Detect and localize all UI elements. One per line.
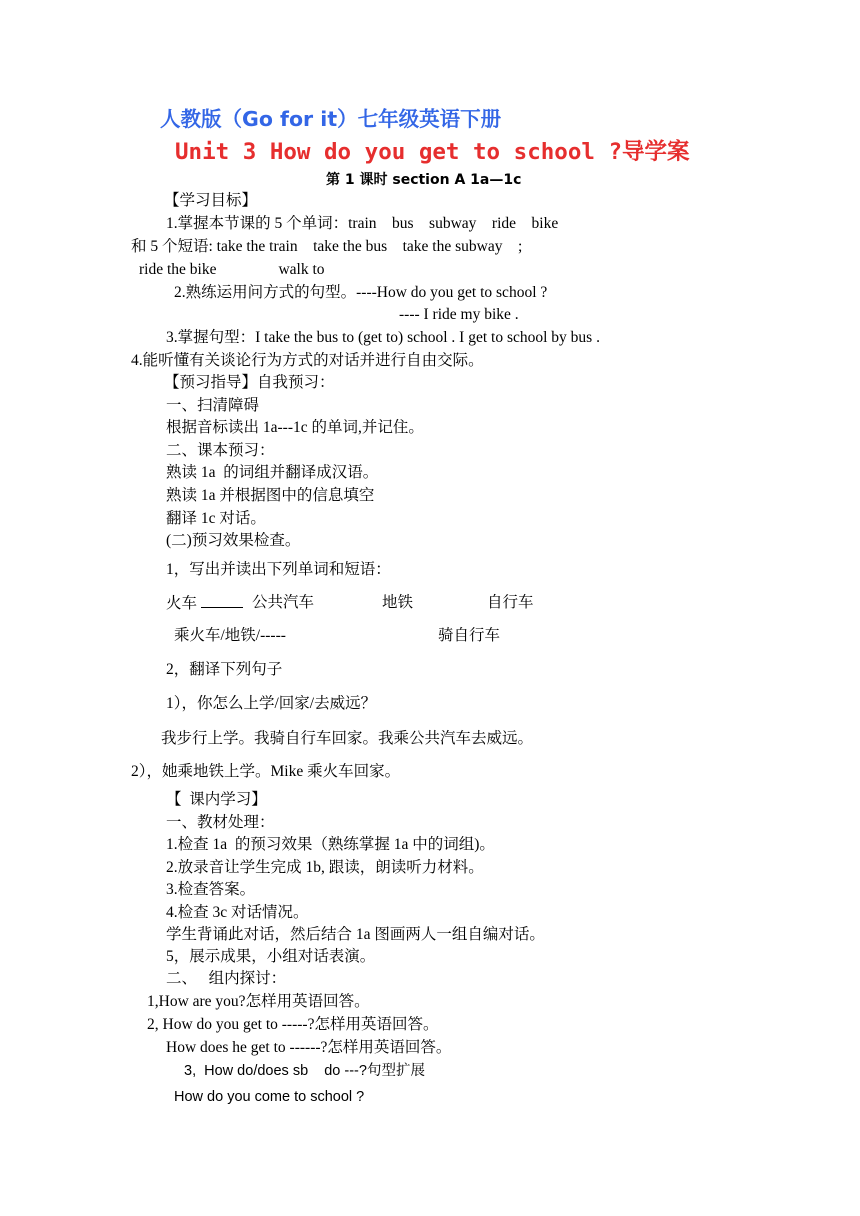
inclass-part-2-b: 2, How do you get to -----?怎样用英语回答。 (147, 1016, 439, 1033)
inclass-part-1: 一、教材处理： (166, 814, 275, 831)
goal-1-phrases: 和 5 个短语: take the train take the bus take the subway ; (131, 238, 523, 255)
inclass-part-1-c: 3.检查答案。 (166, 881, 256, 898)
preview-heading: 【预习指导】自我预习： (164, 374, 335, 391)
word-bike: 自行车 (487, 594, 534, 611)
word-subway: 地铁 (382, 594, 414, 611)
goal-2: 2.熟练运用问方式的句型。----How do you get to school ? (174, 284, 548, 301)
preview-step-2-a: 熟读 1a 的词组并翻译成汉语。 (166, 464, 379, 481)
inclass-part-1-e: 学生背诵此对话，然后结合 1a 图画两人一组自编对话。 (166, 926, 545, 943)
goal-1: 1.掌握本节课的 5 个单词：train bus subway ride bike (166, 215, 559, 232)
inclass-part-2: 二、 组内探讨： (166, 970, 287, 987)
inclass-part-2-c: How does he get to ------?怎样用英语回答。 (166, 1039, 452, 1056)
question-2-item-1: 1），你怎么上学/回家/去威远？ (166, 695, 377, 712)
inclass-part-2-a: 1,How are you?怎样用英语回答。 (147, 993, 370, 1010)
goals-heading: 【学习目标】 (164, 192, 258, 209)
question-1: 1，写出并读出下列单词和短语： (166, 561, 391, 578)
inclass-heading: 【 课内学习】 (166, 791, 267, 808)
lesson-subtitle: 第 1 课时 section A 1a—1c (326, 172, 522, 188)
inclass-part-1-b: 2.放录音让学生完成 1b, 跟读，朗读听力材料。 (166, 859, 484, 876)
preview-step-2-c: 翻译 1c 对话。 (166, 510, 266, 527)
question-2: 2，翻译下列句子 (166, 661, 283, 678)
title-line-2: Unit 3 How do you get to school ?导学案 (175, 139, 690, 165)
phrase-ride: 骑自行车 (438, 627, 501, 644)
goal-2-answer: ---- I ride my bike . (399, 306, 519, 323)
word-train: 火车 (166, 593, 243, 614)
inclass-part-1-d: 4.检查 3c 对话情况。 (166, 904, 309, 921)
question-2-sentences: 我步行上学。我骑自行车回家。我乘公共汽车去威远。 (161, 730, 534, 747)
preview-check: (二)预习效果检查。 (166, 532, 301, 549)
goal-1-phrases-cont: ride the bike walk to (139, 261, 325, 278)
preview-step-1-text: 根据音标读出 1a---1c 的单词,并记住。 (166, 419, 424, 436)
preview-step-1: 一、扫清障碍 (166, 397, 260, 414)
inclass-part-1-a: 1.检查 1a 的预习效果（熟练掌握 1a 中的词组)。 (166, 836, 495, 853)
preview-step-2-b: 熟读 1a 并根据图中的信息填空 (166, 487, 375, 504)
preview-step-2: 二、课本预习： (166, 442, 275, 459)
inclass-part-2-d: 3, How do/does sb do ---?句型扩展 (184, 1063, 425, 1079)
goal-4: 4.能听懂有关谈论行为方式的对话并进行自由交际。 (131, 352, 484, 369)
answer-blank[interactable] (201, 593, 243, 608)
goal-3: 3.掌握句型：I take the bus to (get to) school . I get to school by bus . (166, 329, 600, 346)
inclass-part-1-f: 5，展示成果，小组对话表演。 (166, 948, 376, 965)
inclass-part-2-e: How do you come to school ? (174, 1089, 365, 1105)
question-2-item-2: 2），她乘地铁上学。Mike 乘火车回家。 (131, 763, 401, 780)
phrase-take: 乘火车/地铁/----- (174, 627, 286, 644)
title-line-1: 人教版（Go for it）七年级英语下册 (160, 107, 502, 131)
word-bus: 公共汽车 (252, 594, 315, 611)
